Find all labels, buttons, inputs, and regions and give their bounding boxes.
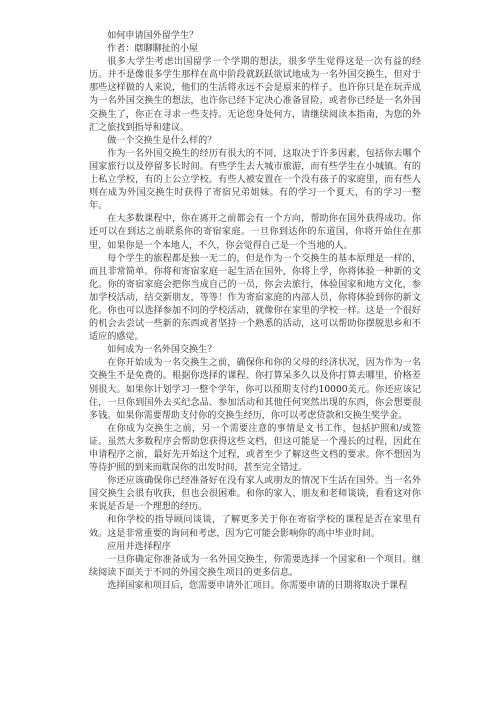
- section-heading-apply-choose: 应用并选择程序: [107, 541, 171, 552]
- paragraph-intro: 很多大学生考虑出国留学一个学期的想法，很多学生觉得这是一次有益的经历。并不是像很多学生那样在高中阶段就跃跃欲试地成为一名外国交换生，但对于那些这样做的人来说，他们的生活将永远不会是原来的样子。也许你只是在玩弄成为一名外国交换生的想法，也许你已经下定决心准备冒险，或者你已经是一名外国交换生了，你正在寻求一些支持。无论您身处何方，请继续阅读本指南，为您的外汇之旅找到指导和建议。: [89, 57, 421, 133]
- paragraph-apply-program: 选择国家和项目后，您需要申请外汇项目。你需要申请的日期将取决于课程: [107, 580, 408, 591]
- paragraph-counselor: 和你学校的指导顾问谈谈，了解更多关于你在寄宿学校的课程是否在家里有效。这是非常重要的询问和考虑，因为它可能会影响你的高中毕业时间。: [89, 515, 421, 539]
- section-heading-how-to-become: 如何成为一名外国交换生？: [107, 345, 217, 356]
- paragraph-experience-differs: 作为一名外国交换生的经历有很大的不同，这取决于许多因素，包括你去哪个国家旅行以及停留多长时间。有些学生去大城市旅游，而有些学生在小城镇。有的上私立学校，有的上公立学校。有些人被安置在一个没有孩子的家庭里，而有些人则在成为外国交换生时获得了寄宿兄弟姐妹。有的学习一个夏天，有的学习一整年。: [89, 148, 421, 212]
- paragraph-orientation: 在大多数课程中，你在离开之前都会有一个方向，帮助你在国外获得成功。你还可以在到达之前联系你的寄宿家庭。一旦你到达你的东道国，你将开始住在那里，如果你是一个本地人，不久，你会觉得自己是一个当地的人。: [89, 214, 421, 251]
- paragraph-finances: 在你开始成为一名交换生之前，确保你和你的父母的经济状况，因为作为一名交换生不是免费的。根据你选择的课程、你打算呆多久以及你打算去哪里，价格差别很大。如果你计划学习一整个学年，你可以预期支付约10000美元。你还应该记住，一旦你到国外去买纪念品、参加活动和其他任何突然出现的东西，你会想要很多钱。如果你需要帮助支付你的交换生经历，你可以考虑贷款和交换生奖学金。: [89, 358, 421, 421]
- author-line: 作者：瞎聊聊扯的小屋: [107, 44, 199, 55]
- paragraph-choose-country: 一旦你确定你准备成为一名外国交换生，你需要选择一个国家和一个项目。继续阅读下面关于不同的外国交换生项目的更多信息。: [89, 554, 421, 578]
- paragraph-paperwork: 在你成为交换生之前，另一个需要注意的事情是文书工作，包括护照和/或签证。虽然大多数程序会帮助您获得这些文档，但这可能是一个漫长的过程，因此在申请程序之前，最好先开始这个过程，或者至少了解这些文档的要求。你不想因为等待护照的到来而耽误你的出发时间，甚至完全错过。: [89, 423, 421, 474]
- article-body: [89, 30, 421, 593]
- document-title: 如何申请国外留学生？: [107, 31, 199, 41]
- paragraph-readiness: 你还应该确保你已经准备好在没有家人或朋友的情况下生活在国外。当一名外国交换生会很有收获，但也会很困难。和你的家人、朋友和老师谈谈，看看这对你来说是否是一个理想的经历。: [89, 476, 421, 513]
- paragraph-unique-journey: 每个学生的旅程都是独一无二的，但是作为一个交换生的基本原理是一样的，而且非常简单。你将和寄宿家庭一起生活在国外，你将上学，你将体验一种新的文化。你的寄宿家庭会把你当成自己的一员，你会去旅行，体验国家和地方文化，参加学校活动，结交新朋友，等等！作为寄宿家庭的内部人员，你将体验到你的新文化。你也可以选择参加不同的学校活动，就像你在家里的学校一样。这是一个很好的机会去尝试一些新的东西或者坚持一个熟悉的活动，这可以帮助你摆脱思乡和不适应的感觉。: [89, 253, 421, 343]
- section-heading-what-is-exchange: 做一个交换生是什么样的？: [107, 135, 217, 146]
